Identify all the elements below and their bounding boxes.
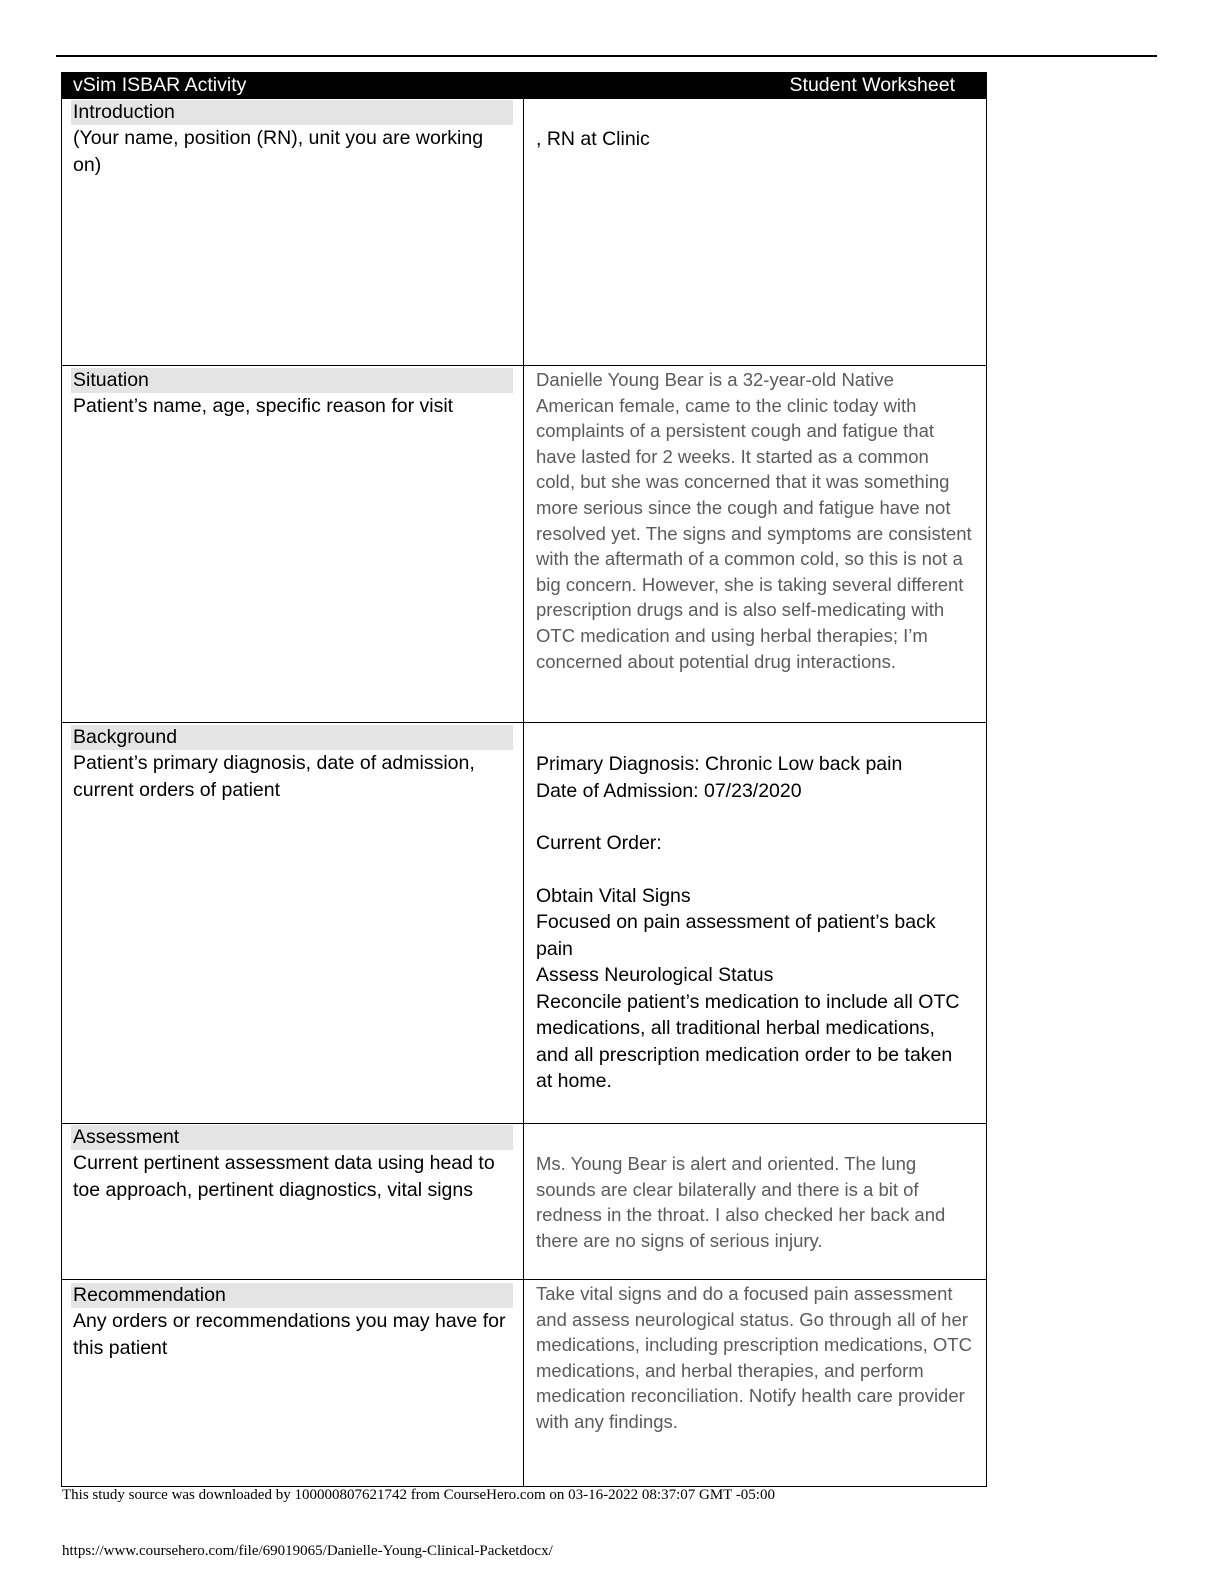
recommendation-answer-cell [524,1280,986,1486]
situation-prompt: Patient’s name, age, specific reason for visit [73,395,454,417]
order-item: Obtain Vital Signs [536,884,691,907]
background-prompt: Patient’s primary diagnosis, date of admission, current orders of patient [73,752,475,801]
background-row [62,722,986,1123]
order-item: Focused on pain assessment of patient’s back pain [536,911,936,960]
worksheet-title: vSim ISBAR Activity [73,74,247,96]
background-title: Background [71,725,513,750]
situation-title: Situation [71,368,513,393]
recommendation-answer: Take vital signs and do a focused pain assessment and assess neurological status. Go through all of her medications, including prescription medications, OTC medications, and herbal therapies, and perform medication reconciliation. Notify health care provider with any findings. [536,1283,972,1432]
assessment-title: Assessment [71,1125,513,1150]
situation-label-cell [62,366,524,722]
introduction-prompt: (Your name, position (RN), unit you are working on) [73,127,484,176]
download-source-note: This study source was downloaded by 100000807621742 from CourseHero.com on 03-16-2022 08:37:07 GMT -05:00 [62,1487,775,1503]
worksheet-header-bar [62,72,986,99]
source-url-link[interactable]: https://www.coursehero.com/file/69019065/Danielle-Young-Clinical-Packetdocx/ [62,1543,553,1559]
situation-answer-cell [524,366,986,722]
situation-row [62,365,986,722]
worksheet-subtitle: Student Worksheet [789,74,955,96]
top-horizontal-rule [56,55,1157,57]
assessment-row [62,1123,986,1279]
order-item: Assess Neurological Status [536,964,774,986]
assessment-label-cell [62,1124,524,1279]
introduction-answer: , RN at Clinic [536,128,650,150]
background-label-cell [62,723,524,1123]
primary-diagnosis: Primary Diagnosis: Chronic Low back pain [536,753,903,775]
recommendation-title: Recommendation [71,1283,513,1308]
introduction-title: Introduction [71,100,513,125]
assessment-answer-cell [524,1124,986,1279]
assessment-prompt: Current pertinent assessment data using head to toe approach, pertinent diagnostics, vital signs [73,1152,495,1201]
introduction-answer-cell [524,99,986,365]
recommendation-label-cell [62,1280,524,1486]
current-order-label: Current Order: [536,832,662,854]
introduction-row [62,99,986,365]
recommendation-prompt: Any orders or recommendations you may have for this patient [73,1310,506,1359]
admission-date: Date of Admission: 07/23/2020 [536,779,802,802]
introduction-label-cell [62,99,524,365]
background-answer-cell [524,723,986,1123]
order-item: Reconcile patient’s medication to include all OTC medications, all traditional herbal medications, and all prescription medication order to be taken at home. [536,990,960,1092]
assessment-answer: Ms. Young Bear is alert and oriented. The lung sounds are clear bilaterally and there is a bit of redness in the throat. I also checked her back and there are no signs of serious injury. [536,1153,946,1251]
current-orders-list [536,883,972,1095]
recommendation-row [62,1279,986,1486]
situation-answer: Danielle Young Bear is a 32-year-old Native American female, came to the clinic today with complaints of a persistent cough and fatigue that have lasted for 2 weeks. It started as a common cold, but she was concerned that it was something more serious since the cough and fatigue have not resolved yet. The signs and symptoms are consistent with the aftermath of a common cold, so this is not a big concern. However, she is taking several different prescription drugs and is also self-medicating with OTC medication and using herbal therapies; I’m concerned about potential drug interactions. [536,369,972,672]
isbar-worksheet-table [61,72,987,1487]
